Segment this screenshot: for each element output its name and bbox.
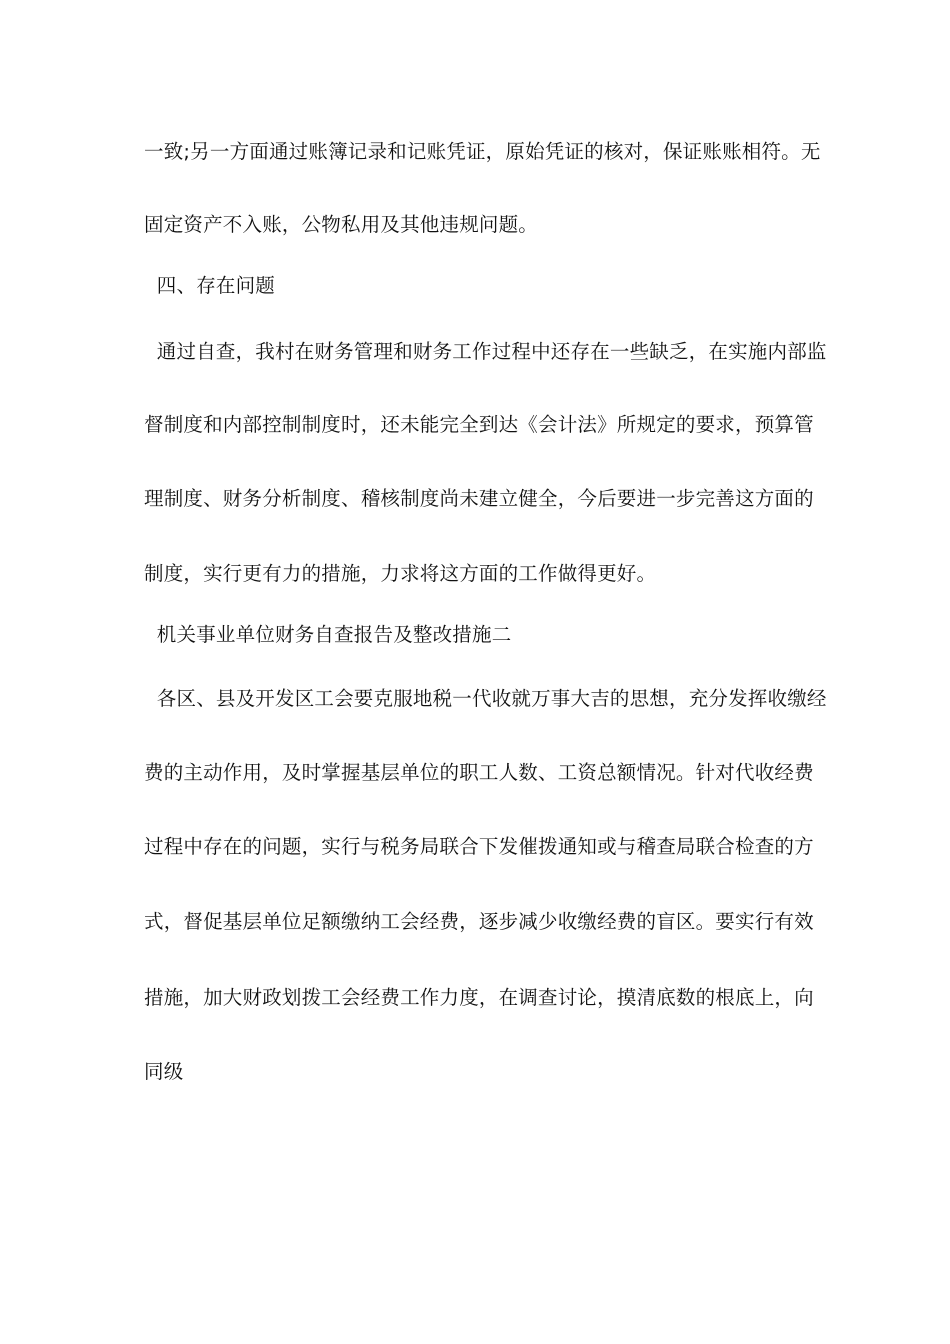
- paragraph-line: 督制度和内部控制制度时，还未能完全到达《会计法》所规定的要求，预算管: [144, 413, 814, 436]
- paragraph-line: 各区、县及开发区工会要克服地税一代收就万事大吉的思想，充分发挥收缴经: [144, 687, 827, 710]
- paragraph-line: 一致;另一方面通过账簿记录和记账凭证，原始凭证的核对，保证账账相符。无: [144, 140, 821, 163]
- document-subtitle: 机关事业单位财务自查报告及整改措施二: [144, 623, 512, 646]
- section-heading: 四、存在问题: [144, 274, 275, 297]
- paragraph-line: 制度，实行更有力的措施，力求将这方面的工作做得更好。: [144, 562, 657, 585]
- paragraph-line: 措施，加大财政划拨工会经费工作力度，在调查讨论，摸清底数的根底上，向: [144, 986, 814, 1009]
- paragraph-line: 同级: [144, 1060, 184, 1083]
- paragraph-line: 理制度、财务分析制度、稽核制度尚未建立健全，今后要进一步完善这方面的: [144, 487, 814, 510]
- paragraph-line: 费的主动作用，及时掌握基层单位的职工人数、工资总额情况。针对代收经费: [144, 761, 814, 784]
- paragraph-line: 过程中存在的问题，实行与税务局联合下发催拨通知或与稽查局联合检查的方: [144, 835, 814, 858]
- paragraph-line: 通过自查，我村在财务管理和财务工作过程中还存在一些缺乏，在实施内部监: [144, 340, 827, 363]
- paragraph-line: 式，督促基层单位足额缴纳工会经费，逐步减少收缴经费的盲区。要实行有效: [144, 910, 814, 933]
- paragraph-line: 固定资产不入账，公物私用及其他违规问题。: [144, 213, 539, 236]
